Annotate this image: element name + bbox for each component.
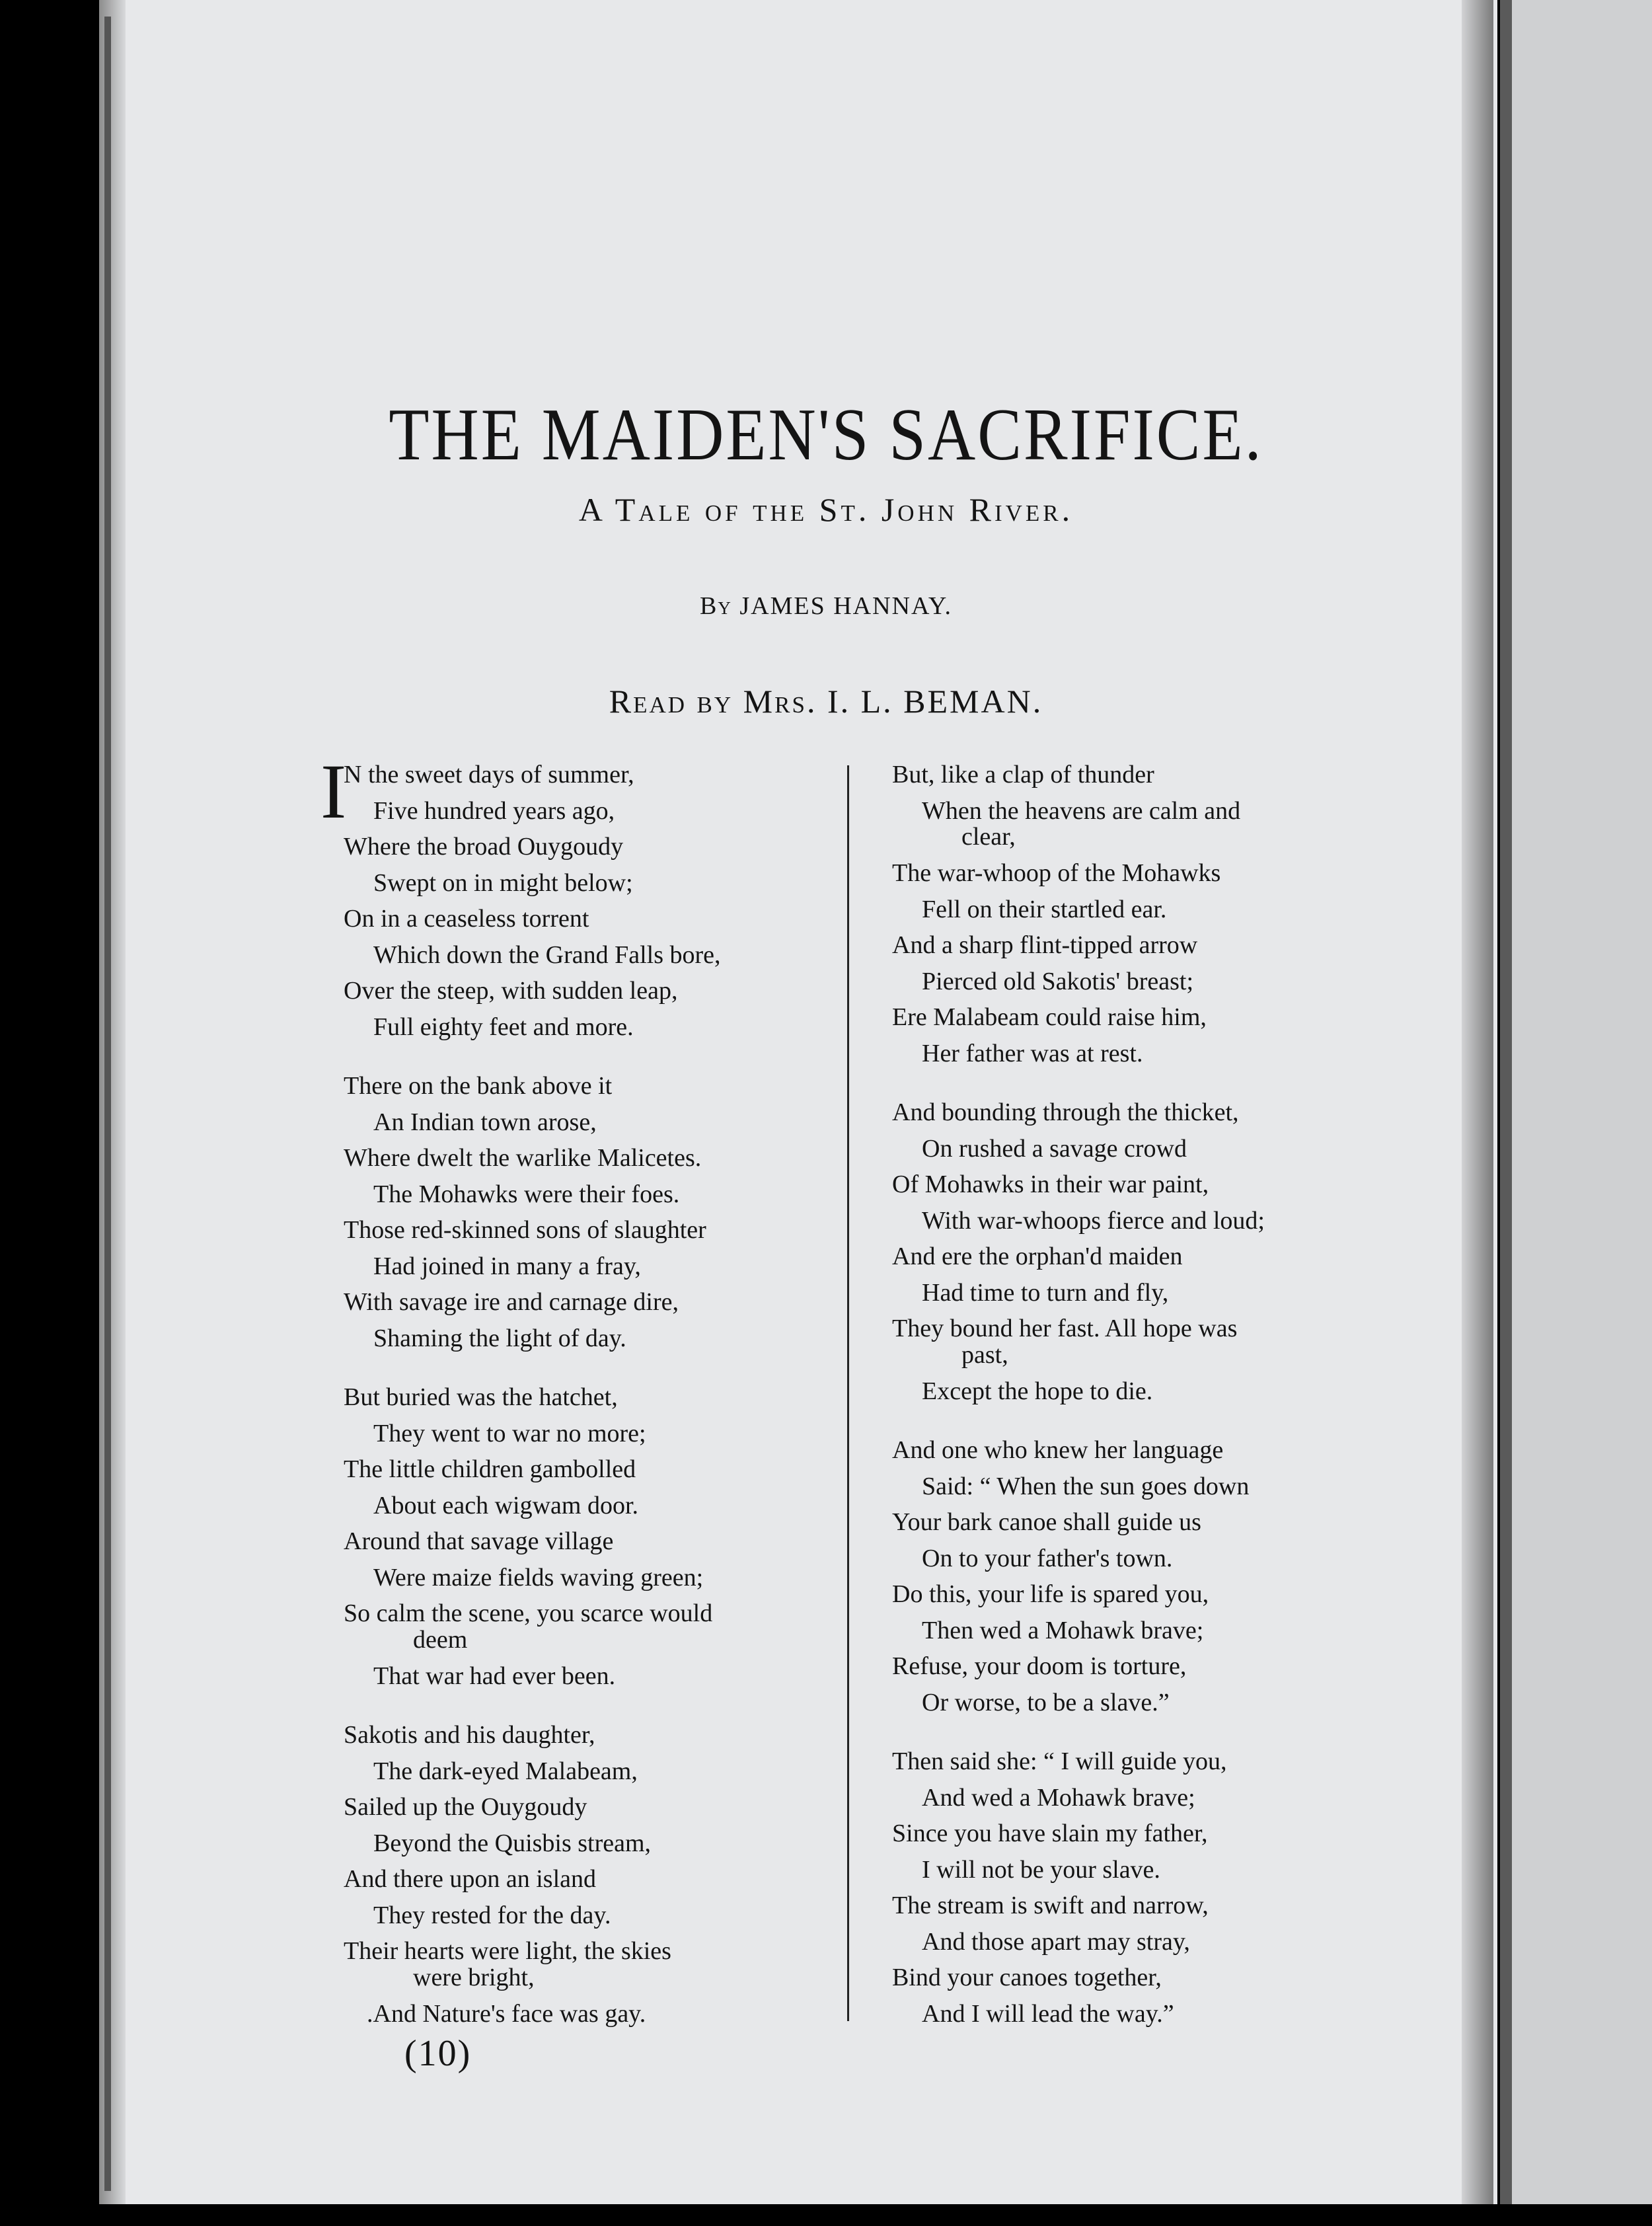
poem-line: And bounding through the thicket, xyxy=(892,1098,1239,1126)
poem-line: On to your father's town. xyxy=(922,1544,1173,1572)
poem-line: I will not be your slave. xyxy=(922,1855,1160,1884)
poem-line: And ere the orphan'd maiden xyxy=(892,1243,1183,1270)
poem-line: Were maize fields waving green; xyxy=(373,1563,704,1592)
poem-line: An Indian town arose, xyxy=(373,1108,597,1136)
poem-line: Full eighty feet and more. xyxy=(373,1013,634,1041)
poem-line: They went to war no more; xyxy=(373,1419,646,1447)
stanza xyxy=(320,748,846,1045)
poem-line: About each wigwam door. xyxy=(373,1491,639,1519)
poem-line: N the sweet days of summer, xyxy=(344,761,634,788)
stanza xyxy=(344,1379,846,1694)
poem-line: Swept on in might below; xyxy=(373,868,633,897)
poem-line: Which down the Grand Falls bore, xyxy=(373,940,721,969)
right-column xyxy=(892,757,1388,2055)
adjacent-page-edge xyxy=(1500,0,1652,2204)
poem-line: Where dwelt the warlike Malicetes. xyxy=(344,1144,702,1172)
poem-title: THE MAIDEN'S SACRIFICE. xyxy=(389,393,1263,476)
poem-line: Around that savage village xyxy=(344,1527,614,1555)
poem-line: And wed a Mohawk brave; xyxy=(922,1783,1195,1812)
poem-line: The little children gambolled xyxy=(344,1455,636,1483)
poem-line: Your bark canoe shall guide us xyxy=(892,1508,1201,1536)
poem-line: And those apart may stray, xyxy=(922,1927,1190,1956)
poem-line: On in a ceaseless torrent xyxy=(344,905,589,933)
reader-line: Read by Mrs. I. L. BEMAN. xyxy=(609,683,1043,720)
left-column xyxy=(320,748,846,2055)
author-line: By JAMES HANNAY. xyxy=(700,592,952,620)
poem-line: And a sharp flint-tipped arrow xyxy=(892,931,1198,959)
poem-line: Shaming the light of day. xyxy=(373,1324,626,1352)
poem-line: Her father was at rest. xyxy=(922,1039,1143,1067)
binding-edge xyxy=(104,17,111,2191)
poem-line: Beyond the Quisbis stream, xyxy=(373,1829,652,1857)
drop-cap: I xyxy=(320,748,347,835)
poem-line: And I will lead the way.” xyxy=(922,1999,1174,2028)
poem-line: Pierced old Sakotis' breast; xyxy=(922,967,1194,995)
poem-line: On rushed a savage crowd xyxy=(922,1134,1187,1163)
poem-line-continuation: past, xyxy=(961,1340,1008,1369)
stanza xyxy=(344,1068,846,1356)
stanza xyxy=(892,1432,1388,1720)
poem-line: Their hearts were light, the skies xyxy=(344,1937,671,1965)
poem-line: Since you have slain my father, xyxy=(892,1820,1208,1847)
stanza xyxy=(892,1744,1388,2032)
poem-line: And there upon an island xyxy=(344,1865,597,1893)
poem-line: Fell on their startled ear. xyxy=(922,895,1167,923)
poem-line: There on the bank above it xyxy=(344,1072,613,1100)
poem-line: Except the hope to die. xyxy=(922,1377,1153,1405)
poem-subtitle: A Tale of the St. John River. xyxy=(578,491,1074,528)
poem-line: Had joined in many a fray, xyxy=(373,1252,641,1280)
poem-line: Where the broad Ouygoudy xyxy=(344,833,624,861)
page-edge-shadow xyxy=(1462,0,1493,2204)
poem-line: That war had ever been. xyxy=(373,1662,616,1690)
poem-line: The war-whoop of the Mohawks xyxy=(892,859,1221,887)
poem-line: But buried was the hatchet, xyxy=(344,1383,618,1411)
poem-line: Those red-skinned sons of slaughter xyxy=(344,1216,706,1244)
poem-line: When the heavens are calm and xyxy=(922,796,1241,825)
poem-line: Said: “ When the sun goes down xyxy=(922,1472,1250,1500)
poem-line: Bind your canoes together, xyxy=(892,1964,1162,1991)
poem-line: Over the steep, with sudden leap, xyxy=(344,977,678,1005)
poem-line: So calm the scene, you scarce would xyxy=(344,1599,713,1627)
poem-line: Had time to turn and fly, xyxy=(922,1278,1169,1307)
page-number: (10) xyxy=(404,2033,472,2074)
poem-line: Five hundred years ago, xyxy=(373,796,615,825)
poem-line: With war-whoops fierce and loud; xyxy=(922,1206,1265,1235)
column-divider xyxy=(847,765,849,2021)
poem-line: .And Nature's face was gay. xyxy=(367,1999,646,2028)
poem-line: But, like a clap of thunder xyxy=(892,761,1154,788)
poem-line: With savage ire and carnage dire, xyxy=(344,1288,679,1316)
poem-line-continuation: clear, xyxy=(961,823,1016,851)
poem-line: And one who knew her language xyxy=(892,1436,1224,1464)
poem-line: Of Mohawks in their war paint, xyxy=(892,1171,1209,1198)
poem-line: Sakotis and his daughter, xyxy=(344,1721,595,1749)
poem-line: The dark-eyed Malabeam, xyxy=(373,1757,638,1785)
poem-line: They rested for the day. xyxy=(373,1901,611,1929)
poem-line: Sailed up the Ouygoudy xyxy=(344,1793,587,1821)
poem-line: They bound her fast. All hope was xyxy=(892,1315,1238,1342)
poem-line: Or worse, to be a slave.” xyxy=(922,1688,1170,1716)
poem-line: Then said she: “ I will guide you, xyxy=(892,1747,1227,1775)
poem-line: The stream is swift and narrow, xyxy=(892,1892,1209,1919)
poem-line: Refuse, your doom is torture, xyxy=(892,1652,1187,1680)
stanza xyxy=(344,1717,846,2032)
poem-line: Do this, your life is spared you, xyxy=(892,1580,1209,1608)
poem-line-continuation: deem xyxy=(413,1625,468,1654)
scan-border xyxy=(99,2204,1652,2226)
poem-line: The Mohawks were their foes. xyxy=(373,1180,680,1208)
poem-line: Ere Malabeam could raise him, xyxy=(892,1003,1207,1031)
stanza xyxy=(892,757,1388,1071)
poem-line: Then wed a Mohawk brave; xyxy=(922,1616,1204,1644)
page-gutter-shadow xyxy=(99,0,126,2204)
poem-line-continuation: were bright, xyxy=(413,1963,535,1991)
stanza xyxy=(892,1094,1388,1409)
